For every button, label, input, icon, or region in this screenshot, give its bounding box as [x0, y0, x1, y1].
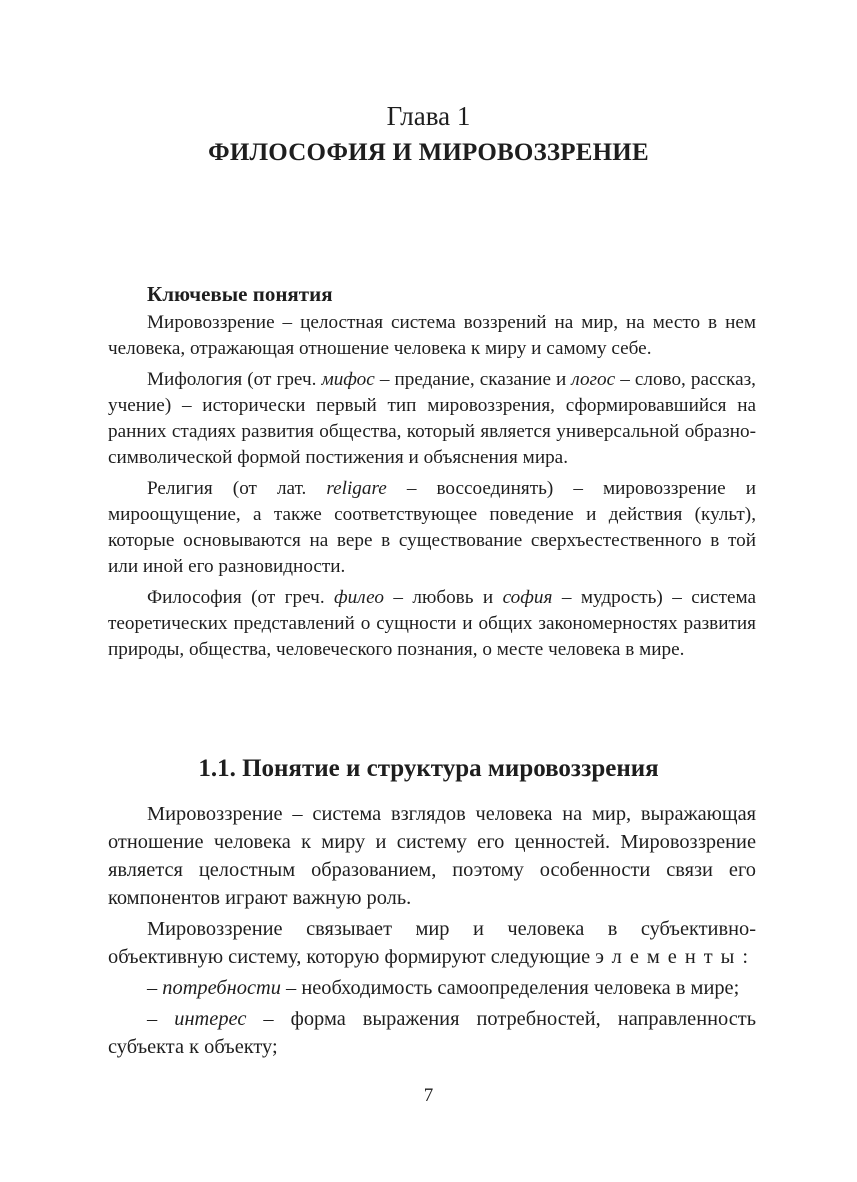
definition-philosophy: Философия (от греч. филео – любовь и софия – мудрость) – система теоретических представлений о сущности и общих закономерностях развития природы, общества, человеческого познания, о месте человека в мире.: [108, 587, 756, 660]
definition-worldview: Мировоззрение – целостная система воззрений на мир, на место в нем человека, отражающая отношение человека к миру и самому себе.: [108, 312, 756, 359]
list-item-interest: – интерес – форма выражения потребностей, направленность субъекта к объекту;: [108, 1008, 757, 1058]
term-italic: мифос: [321, 369, 375, 390]
term-italic: филео: [334, 587, 384, 608]
section-heading: 1.1. Понятие и структура мировоззрения: [198, 755, 659, 782]
section-paragraph: Мировоззрение – система взглядов человека на мир, выражающая отношение человека к миру и систему его ценностей. Мировоззрение является целостным образованием, поэтому особенности связи его компонентов играют важную роль.: [108, 803, 756, 909]
page-number: 7: [423, 1085, 434, 1106]
key-terms-heading: Ключевые понятия: [147, 282, 333, 306]
chapter-label: Глава 1: [386, 101, 471, 131]
term-italic: интерес: [174, 1008, 247, 1030]
section-paragraph: Мировоззрение связывает мир и человека в субъективно-объективную систему, которую формируют следующие элементы:: [108, 918, 756, 968]
term-italic: логос: [571, 369, 616, 390]
list-item-needs: – потребности – необходимость самоопределения человека в мире;: [147, 977, 740, 999]
term-italic: religare: [326, 478, 387, 499]
spaced-emphasis: элементы: [595, 946, 743, 968]
key-terms-list: [108, 310, 756, 668]
term-italic: софия: [502, 587, 553, 608]
definition-religion: Религия (от лат. religare – воссоединять) – мировоззрение и мироощущение, а также соответствующее поведение и действия (культ), которые основываются на вере в существование сверхъестественного в той или иной его разновидности.: [108, 478, 756, 577]
section-body: [108, 800, 756, 1064]
term-italic: потребности: [162, 977, 281, 999]
definition-mythology: Мифология (от греч. мифос – предание, сказание и логос – слово, рассказ, учение) – исторически первый тип мировоззрения, сформировавшийся на ранних стадиях развития общества, который является универсальной образно-символической формой постижения и объяснения мира.: [108, 369, 756, 468]
chapter-title: ФИЛОСОФИЯ И МИРОВОЗЗРЕНИЕ: [208, 139, 649, 166]
